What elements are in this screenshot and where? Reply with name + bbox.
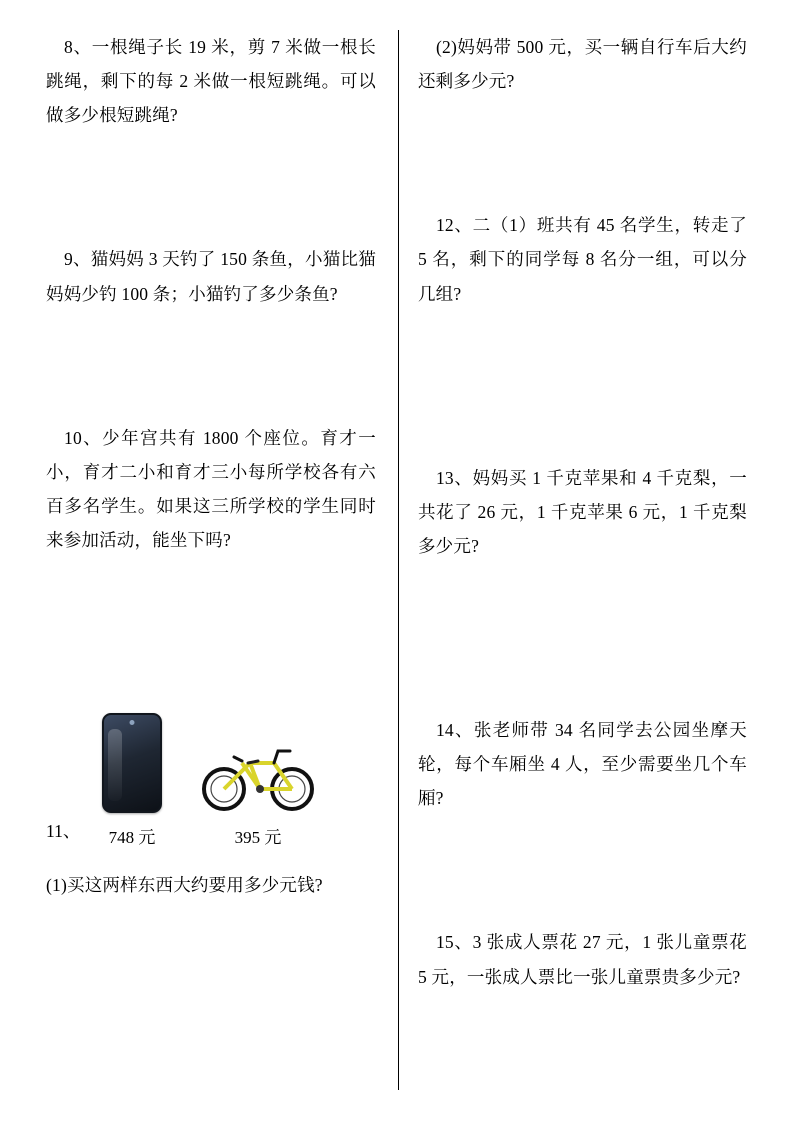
- question-9: 9、猫妈妈 3 天钓了 150 条鱼，小猫比猫妈妈少钓 100 条；小猫钓了多少条鱼?: [46, 249, 376, 304]
- bicycle-icon: [198, 733, 318, 813]
- question-11-label: 11、: [46, 820, 81, 841]
- question-8: 8、一根绳子长 19 米，剪 7 米做一根长跳绳，剩下的每 2 米做一根短跳绳。可以做多少根短跳绳?: [46, 37, 376, 126]
- question-11-figure: [46, 713, 376, 848]
- spacer: [418, 311, 747, 461]
- question-10: 10、少年宫共有 1800 个座位。育才一小，育才二小和育才三小每所学校各有六百多名学生。如果这三所学校的学生同时来参加活动，能坐下吗?: [46, 427, 376, 550]
- question-12: 12、二（1）班共有 45 名学生，转走了 5 名，剩下的同学每 8 名分一组，可以分几组?: [417, 215, 747, 304]
- spacer: [418, 563, 747, 713]
- spacer: [46, 848, 376, 868]
- right-column: [390, 30, 747, 1092]
- item-bicycle: [198, 733, 318, 848]
- phone-price: 748 元: [108, 828, 156, 848]
- spacer: [46, 557, 376, 707]
- item-phone: [102, 713, 162, 848]
- spacer: [46, 311, 376, 421]
- question-11-part-1: (1)买这两样东西大约要用多少元钱?: [46, 875, 323, 896]
- question-13: 13、妈妈买 1 千克苹果和 4 千克梨，一共花了 26 元，1 千克苹果 6 元，1 千克梨多少元?: [417, 467, 747, 556]
- two-column-layout: [46, 30, 747, 1092]
- spacer: [418, 815, 747, 925]
- left-column: [46, 30, 390, 1092]
- spacer: [418, 98, 747, 208]
- question-15: 15、3 张成人票花 27 元，1 张儿童票花 5 元，一张成人票比一张儿童票贵多少元?: [417, 932, 747, 987]
- spacer: [46, 132, 376, 242]
- question-11-part-2: (2)妈妈带 500 元，买一辆自行车后大约还剩多少元?: [417, 37, 747, 92]
- bicycle-price: 395 元: [234, 828, 282, 848]
- question-14: 14、张老师带 34 名同学去公园坐摩天轮，每个车厢坐 4 人，至少需要坐几个车厢?: [417, 720, 747, 809]
- smartphone-icon: [102, 713, 162, 813]
